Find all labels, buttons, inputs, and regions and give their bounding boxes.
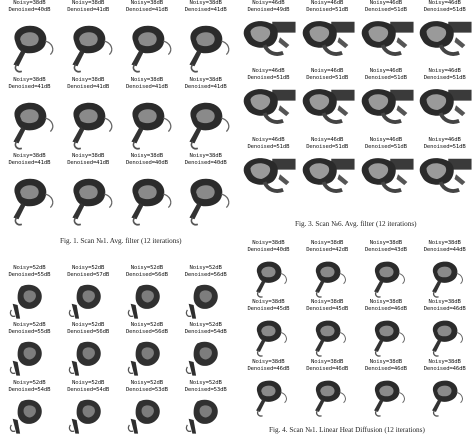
figure-1-grid (0, 0, 235, 230)
panel-label-line: Denoised=41dB (67, 7, 110, 13)
denoised-scan-image (0, 336, 59, 379)
denoised-scan-image (176, 167, 235, 230)
panel-label (357, 299, 416, 313)
panel-label (176, 77, 235, 91)
panel-label-line: Denoised=46dB (364, 365, 407, 372)
panel-label-line: Noisy=52dB (130, 322, 163, 329)
figure-panel (357, 137, 416, 205)
panel-label-line: Denoised=45dB (306, 306, 349, 313)
denoised-scan-image (415, 82, 474, 136)
figure-panel (59, 265, 118, 322)
figure-panel (415, 299, 474, 358)
figure-panel (415, 68, 474, 136)
denoised-scan-image (415, 151, 474, 205)
figure-2-grid (0, 265, 235, 437)
panel-label (118, 265, 177, 279)
panel-label-line: Denoised=53dB (184, 386, 227, 393)
figure-panel (415, 0, 474, 68)
panel-label (298, 299, 357, 313)
denoised-scan-image (59, 394, 118, 437)
figure-panel (0, 77, 59, 154)
panel-label (357, 240, 416, 254)
panel-label-line: Noisy=38dB (13, 76, 46, 83)
figure-panel (298, 359, 357, 418)
figure-panel (298, 240, 357, 299)
denoised-scan-image (0, 167, 59, 230)
denoised-scan-image (357, 14, 416, 68)
panel-label (176, 0, 235, 14)
panel-label (415, 359, 474, 373)
panel-label (0, 265, 59, 279)
denoised-scan-image (415, 14, 474, 68)
figure-panel (176, 380, 235, 437)
panel-label (239, 0, 298, 14)
figure-panel (118, 380, 177, 437)
panel-label-line: Denoised=41dB (125, 7, 168, 13)
panel-label-line: Denoised=56dB (125, 272, 168, 278)
panel-label-line: Denoised=42dB (306, 247, 349, 253)
panel-label (298, 68, 357, 82)
denoised-scan-image (176, 394, 235, 437)
figure-panel (357, 299, 416, 358)
denoised-scan-image (239, 151, 298, 205)
panel-label-line: Noisy=38dB (252, 358, 285, 365)
figure-panel (357, 0, 416, 68)
figure-panel (59, 153, 118, 230)
denoised-scan-image (239, 373, 298, 418)
panel-label-line: Noisy=38dB (369, 240, 402, 246)
figure-1-caption: Fig. 1. Scan №1. Avg. filter (12 iterations) (60, 237, 182, 245)
panel-label-line: Noisy=46dB (252, 136, 285, 143)
panel-label-line: Noisy=38dB (252, 240, 285, 246)
figure-panel (176, 322, 235, 379)
panel-label-line: Noisy=38dB (130, 153, 163, 160)
panel-label (415, 240, 474, 254)
panel-label (59, 322, 118, 336)
panel-label-line: Denoised=41dB (184, 7, 227, 13)
panel-label-line: Noisy=52dB (130, 379, 163, 386)
panel-label-line: Noisy=52dB (72, 379, 105, 386)
panel-label-line: Denoised=49dB (247, 7, 290, 13)
panel-label-line: Denoised=51dB (306, 143, 349, 150)
denoised-scan-image (239, 82, 298, 136)
figure-panel (176, 77, 235, 154)
figure-panel (415, 240, 474, 299)
denoised-scan-image (415, 313, 474, 358)
denoised-scan-image (118, 279, 177, 322)
panel-label-line: Denoised=54dB (67, 386, 110, 393)
denoised-scan-image (239, 313, 298, 358)
panel-label-line: Denoised=57dB (67, 272, 110, 278)
figure-panel (176, 0, 235, 77)
panel-label (298, 0, 357, 14)
figure-panel (59, 380, 118, 437)
figure-panel (239, 0, 298, 68)
panel-label-line: Denoised=45dB (247, 306, 290, 313)
denoised-scan-image (59, 279, 118, 322)
panel-label (298, 240, 357, 254)
panel-label-line: Denoised=51dB (364, 7, 407, 13)
denoised-scan-image (59, 336, 118, 379)
panel-label-line: Denoised=55dB (8, 329, 51, 336)
panel-label (118, 0, 177, 14)
panel-label (59, 153, 118, 167)
panel-label-line: Denoised=54dB (8, 386, 51, 393)
figure-panel (59, 77, 118, 154)
denoised-scan-image (0, 394, 59, 437)
figure-panel (118, 77, 177, 154)
panel-label-line: Noisy=38dB (72, 153, 105, 160)
figure-panel (357, 68, 416, 136)
figure-panel (59, 322, 118, 379)
panel-label-line: Noisy=38dB (311, 299, 344, 306)
panel-label-line: Noisy=38dB (428, 358, 461, 365)
panel-label (0, 153, 59, 167)
panel-label-line: Denoised=56dB (67, 329, 110, 336)
panel-label-line: Noisy=38dB (13, 0, 46, 6)
panel-label-line: Denoised=41dB (184, 83, 227, 90)
panel-label (239, 240, 298, 254)
panel-label (239, 359, 298, 373)
panel-label-line: Denoised=44dB (423, 247, 466, 253)
panel-label (0, 77, 59, 91)
panel-label (59, 265, 118, 279)
panel-label-line: Denoised=41dB (8, 160, 51, 167)
figure-panel (0, 265, 59, 322)
panel-label (176, 380, 235, 394)
panel-label (239, 299, 298, 313)
panel-label-line: Denoised=51dB (306, 75, 349, 82)
panel-label-line: Noisy=52dB (189, 379, 222, 386)
panel-label (239, 68, 298, 82)
panel-label-line: Denoised=41dB (125, 83, 168, 90)
denoised-scan-image (298, 313, 357, 358)
panel-label-line: Denoised=46dB (364, 306, 407, 313)
figure-panel (0, 0, 59, 77)
denoised-scan-image (298, 14, 357, 68)
panel-label (59, 0, 118, 14)
figure-panel (298, 299, 357, 358)
panel-label-line: Denoised=46dB (247, 365, 290, 372)
denoised-scan-image (415, 254, 474, 299)
figure-3 (237, 0, 474, 250)
panel-label-line: Noisy=38dB (369, 299, 402, 306)
panel-label (357, 359, 416, 373)
panel-label-line: Noisy=46dB (311, 0, 344, 6)
panel-label-line: Noisy=46dB (311, 136, 344, 143)
panel-label-line: Noisy=38dB (130, 0, 163, 6)
figure-panel (0, 153, 59, 230)
denoised-scan-image (59, 14, 118, 77)
panel-label-line: Denoised=51dB (247, 143, 290, 150)
panel-label-line: Noisy=46dB (428, 136, 461, 143)
figure-2 (0, 265, 237, 437)
panel-label (0, 0, 59, 14)
panel-label-line: Noisy=38dB (189, 0, 222, 6)
panel-label-line: Denoised=40dB (125, 160, 168, 167)
figure-1 (0, 0, 237, 250)
denoised-scan-image (118, 394, 177, 437)
denoised-scan-image (0, 279, 59, 322)
denoised-scan-image (357, 373, 416, 418)
panel-label (0, 322, 59, 336)
panel-label-line: Denoised=40dB (8, 7, 51, 13)
panel-label-line: Noisy=38dB (130, 76, 163, 83)
panel-label-line: Noisy=46dB (369, 68, 402, 75)
panel-label-line: Denoised=46dB (423, 306, 466, 313)
figure-panel (176, 153, 235, 230)
denoised-scan-image (239, 254, 298, 299)
denoised-scan-image (357, 151, 416, 205)
figure-panel (118, 265, 177, 322)
denoised-scan-image (415, 373, 474, 418)
denoised-scan-image (0, 91, 59, 154)
denoised-scan-image (298, 82, 357, 136)
panel-label-line: Noisy=52dB (13, 322, 46, 329)
denoised-scan-image (118, 167, 177, 230)
panel-label (239, 137, 298, 151)
panel-label (415, 68, 474, 82)
panel-label-line: Denoised=51dB (364, 75, 407, 82)
denoised-scan-image (59, 91, 118, 154)
figure-panel (0, 380, 59, 437)
figure-panel (239, 299, 298, 358)
panel-label-line: Noisy=46dB (428, 68, 461, 75)
panel-label-line: Noisy=38dB (189, 76, 222, 83)
denoised-scan-image (357, 82, 416, 136)
panel-label-line: Noisy=38dB (72, 76, 105, 83)
panel-label-line: Noisy=52dB (130, 265, 163, 271)
figure-panel (59, 0, 118, 77)
panel-label-line: Denoised=46dB (423, 365, 466, 372)
panel-label-line: Noisy=46dB (311, 68, 344, 75)
panel-label-line: Noisy=52dB (13, 265, 46, 271)
panel-label-line: Denoised=54dB (184, 329, 227, 336)
panel-label-line: Noisy=52dB (72, 265, 105, 271)
panel-label-line: Denoised=40dB (184, 160, 227, 167)
panel-label (118, 153, 177, 167)
panel-label-line: Denoised=41dB (67, 160, 110, 167)
panel-label-line: Noisy=46dB (252, 0, 285, 6)
panel-label-line: Noisy=38dB (428, 299, 461, 306)
figure-4-grid (239, 240, 474, 418)
panel-label-line: Denoised=46dB (306, 365, 349, 372)
figure-panel (239, 68, 298, 136)
denoised-scan-image (0, 14, 59, 77)
panel-label-line: Noisy=38dB (428, 240, 461, 246)
panel-label-line: Denoised=41dB (8, 83, 51, 90)
figure-4 (237, 240, 474, 437)
panel-label (118, 380, 177, 394)
figure-panel (357, 240, 416, 299)
panel-label-line: Noisy=46dB (252, 68, 285, 75)
figure-panel (0, 322, 59, 379)
panel-label-line: Denoised=51dB (423, 143, 466, 150)
figure-3-caption: Fig. 3. Scan №6. Avg. filter (12 iterations) (295, 220, 417, 228)
figure-panel (415, 359, 474, 418)
panel-label-line: Denoised=51dB (423, 7, 466, 13)
panel-label-line: Denoised=51dB (364, 143, 407, 150)
denoised-scan-image (176, 91, 235, 154)
figure-panel (239, 240, 298, 299)
panel-label-line: Noisy=38dB (311, 240, 344, 246)
panel-label (176, 265, 235, 279)
panel-label (298, 137, 357, 151)
denoised-scan-image (298, 254, 357, 299)
figure-panel (176, 265, 235, 322)
panel-label-line: Denoised=43dB (364, 247, 407, 253)
panel-label-line: Noisy=38dB (189, 153, 222, 160)
panel-label-line: Noisy=46dB (369, 0, 402, 6)
panel-label-line: Noisy=38dB (13, 153, 46, 160)
panel-label-line: Noisy=38dB (369, 358, 402, 365)
denoised-scan-image (239, 14, 298, 68)
panel-label (357, 137, 416, 151)
panel-label-line: Denoised=41dB (67, 83, 110, 90)
denoised-scan-image (118, 336, 177, 379)
denoised-scan-image (298, 373, 357, 418)
panel-label-line: Noisy=52dB (72, 322, 105, 329)
panel-label (0, 380, 59, 394)
panel-label-line: Denoised=56dB (184, 272, 227, 278)
panel-label (357, 0, 416, 14)
panel-label-line: Denoised=55dB (8, 272, 51, 278)
panel-label (298, 359, 357, 373)
panel-label (176, 322, 235, 336)
figure-panel (298, 68, 357, 136)
denoised-scan-image (118, 91, 177, 154)
figure-panel (415, 137, 474, 205)
panel-label (415, 137, 474, 151)
panel-label-line: Noisy=46dB (428, 0, 461, 6)
figure-panel (118, 322, 177, 379)
denoised-scan-image (59, 167, 118, 230)
figure-3-grid (239, 0, 474, 205)
denoised-scan-image (357, 313, 416, 358)
denoised-scan-image (176, 14, 235, 77)
figure-panel (118, 0, 177, 77)
panel-label-line: Noisy=38dB (252, 299, 285, 306)
panel-label-line: Denoised=53dB (125, 386, 168, 393)
figure-panel (239, 137, 298, 205)
panel-label (118, 322, 177, 336)
denoised-scan-image (357, 254, 416, 299)
figure-4-caption: Fig. 4. Scan №1. Linear Heat Diffusion (12 iterations) (269, 426, 425, 434)
panel-label (59, 77, 118, 91)
panel-label (59, 380, 118, 394)
panel-label-line: Denoised=51dB (423, 75, 466, 82)
panel-label-line: Denoised=40dB (247, 247, 290, 253)
panel-label-line: Denoised=51dB (247, 75, 290, 82)
panel-label-line: Denoised=56dB (125, 329, 168, 336)
panel-label (415, 299, 474, 313)
figure-panel (357, 359, 416, 418)
figure-panel (298, 137, 357, 205)
denoised-scan-image (118, 14, 177, 77)
figure-panel (239, 359, 298, 418)
panel-label-line: Noisy=52dB (189, 265, 222, 271)
panel-label-line: Denoised=51dB (306, 7, 349, 13)
panel-label (357, 68, 416, 82)
figure-panel (118, 153, 177, 230)
panel-label (415, 0, 474, 14)
denoised-scan-image (176, 336, 235, 379)
panel-label (118, 77, 177, 91)
figure-panel (298, 0, 357, 68)
panel-label-line: Noisy=46dB (369, 136, 402, 143)
denoised-scan-image (298, 151, 357, 205)
panel-label-line: Noisy=38dB (72, 0, 105, 6)
denoised-scan-image (176, 279, 235, 322)
panel-label (176, 153, 235, 167)
panel-label-line: Noisy=52dB (13, 379, 46, 386)
panel-label-line: Noisy=52dB (189, 322, 222, 329)
panel-label-line: Noisy=38dB (311, 358, 344, 365)
